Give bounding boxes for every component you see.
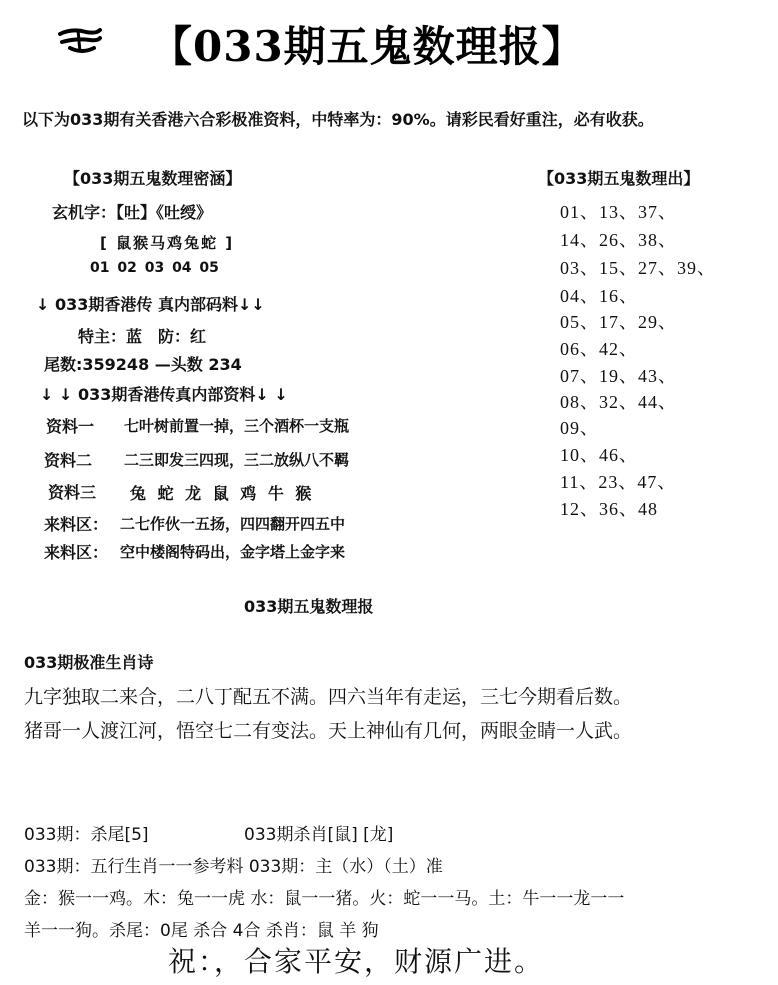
number-line: 06、42、 (560, 339, 638, 359)
number-line: 01、13、37、 (560, 202, 677, 222)
secret-section-title: 【033期五鬼数理密涵】 (64, 169, 242, 188)
kill-tail-text: 033期：杀尾[5] (24, 825, 149, 845)
info-row-text: 兔 蛇 龙 鼠 鸡 牛 猴 (130, 484, 315, 503)
info-row-label: 来料区： (44, 515, 109, 534)
info-row-label: 来料区： (44, 543, 109, 562)
zodiac-group: [ 鼠猴马鸡兔蛇 ] (100, 234, 235, 252)
poem-title: 033期极准生肖诗 (24, 653, 154, 672)
number-line: 04、16、 (560, 286, 638, 306)
number-group: 01 02 03 04 05 (90, 260, 219, 276)
info-row-text: 七叶树前置一掉，三个酒杯一支瓶 (124, 417, 350, 435)
number-line: 08、32、44、 (560, 392, 677, 412)
numbers-section-title: 【033期五鬼数理出】 (538, 169, 700, 188)
info-row-text: 二三即发三四现，三二放纵八不羁 (124, 451, 350, 469)
middle-title: 033期五鬼数理报 (244, 597, 374, 616)
five-elements-title: 033期：五行生肖一一参考料 033期：主（水）（土）准 (24, 857, 443, 877)
tezhu-text: 特主：蓝 防：红 (78, 327, 207, 346)
info-row-text: 二七作伙一五扬，四四翻开四五中 (120, 515, 346, 533)
blessing-text: 祝：，合家平安，财源广进。 (168, 945, 545, 978)
info-row-label: 资料二 (44, 451, 93, 470)
poem-line: 九字独取二来合，二八丁配五不满。四六当年有走运，三七今期看后数。 (24, 686, 633, 708)
info-section-title: ↓ ↓ 033期香港传真内部资料↓ ↓ (40, 385, 288, 404)
number-line: 05、17、29、 (560, 312, 677, 332)
info-row-label: 资料三 (48, 483, 97, 502)
page-title: 【033期五鬼数理报】 (150, 22, 585, 71)
intro-text: 以下为033期有关香港六合彩极准资料，中特率为：90%。请彩民看好重注，必有收获。 (22, 110, 654, 129)
logo-icon (56, 26, 104, 56)
poem-line: 猪哥一人渡江河，悟空七二有变法。天上神仙有几何，两眼金睛一人武。 (24, 720, 633, 742)
number-line: 03、15、27、39、 (560, 258, 716, 278)
xuanji-text: 玄机字：【吐】《吐绶》 (52, 203, 213, 222)
five-elements-line: 羊一一狗。杀尾：0尾 杀合 4合 杀肖：鼠 羊 狗 (24, 921, 379, 941)
five-elements-line: 金：猴一一鸡。木：兔一一虎 水：鼠一一猪。火：蛇一一马。土：牛一一龙一一 (24, 889, 625, 909)
number-line: 12、36、48 (560, 499, 658, 519)
number-line: 11、23、47、 (560, 472, 677, 492)
number-line: 09、 (560, 418, 599, 438)
kill-zodiac-text: 033期杀肖[鼠] [龙] (244, 825, 394, 845)
info-row-label: 资料一 (46, 417, 95, 436)
number-line: 07、19、43、 (560, 366, 677, 386)
number-line: 10、46、 (560, 445, 638, 465)
weishu-text: 尾数:359248 —头数 234 (44, 355, 242, 374)
info-row-text: 空中楼阁特码出，金字塔上金字来 (120, 543, 346, 561)
code-section-title: ↓ 033期香港传 真内部码料↓↓ (36, 295, 265, 314)
number-line: 14、26、38、 (560, 230, 677, 250)
